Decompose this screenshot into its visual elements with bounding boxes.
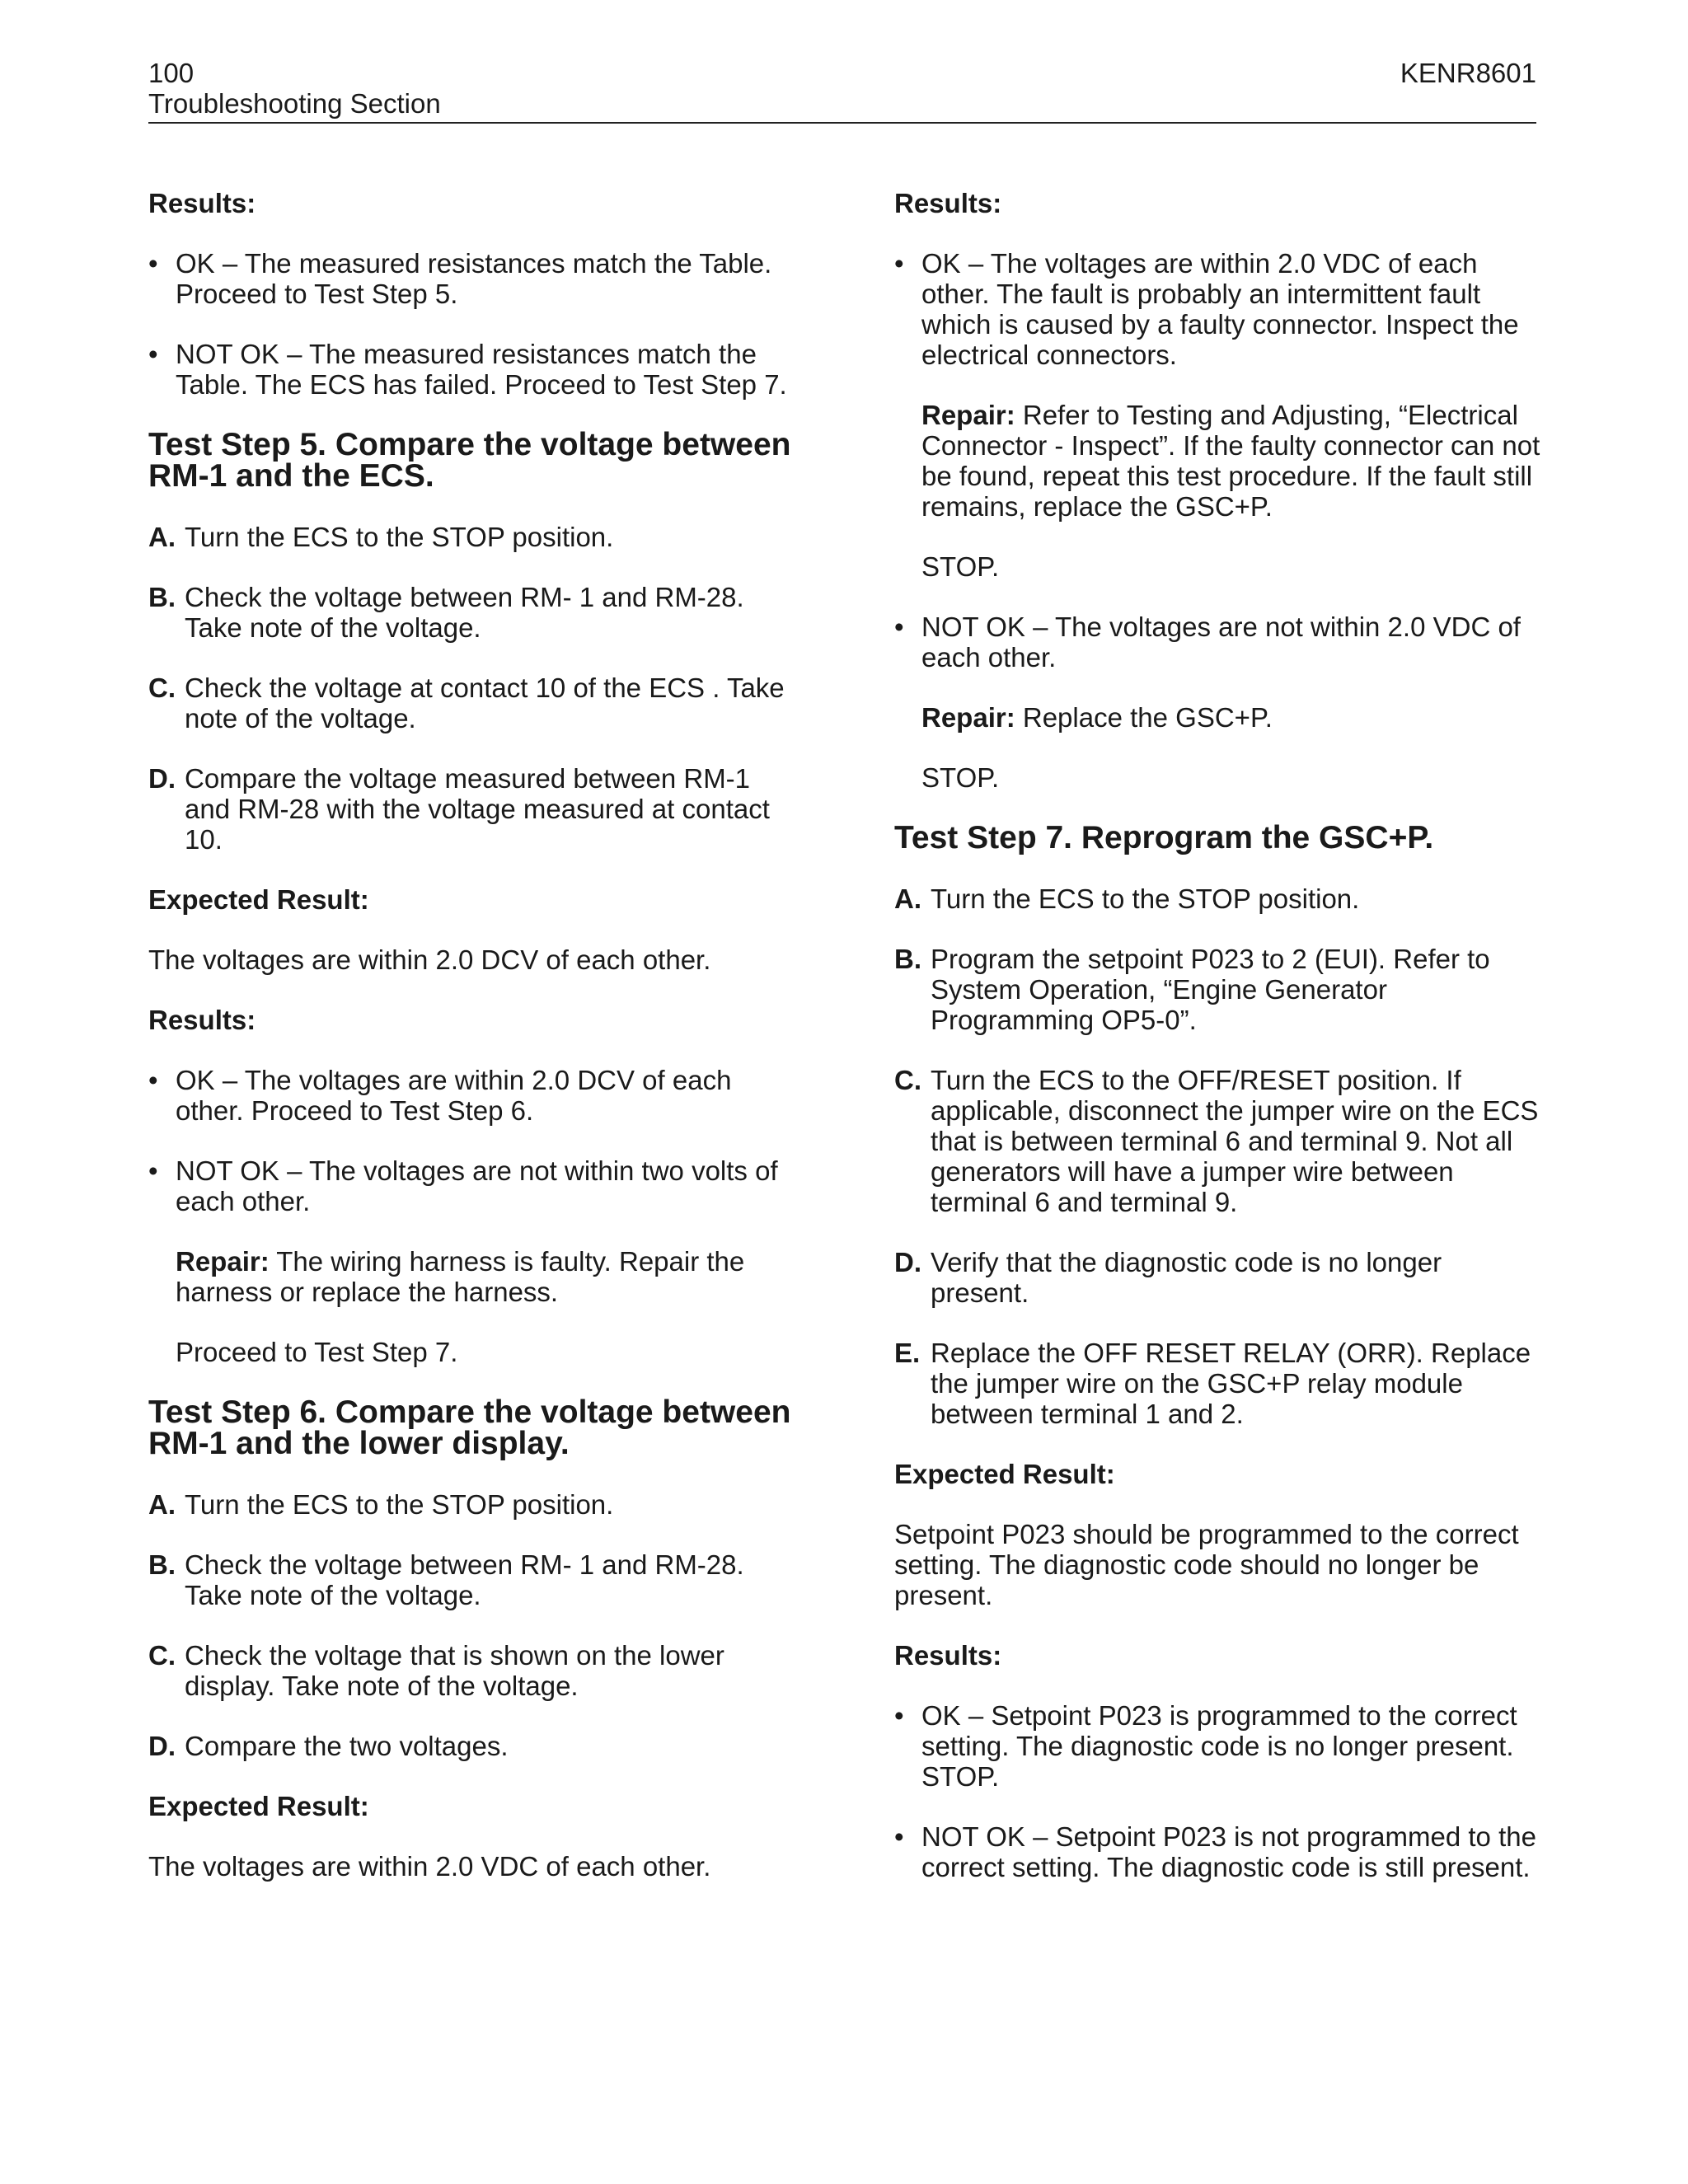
step-letter: E. (894, 1338, 921, 1368)
result-not-ok: • NOT OK – The voltages are not within 2.0 VDC of each other. (894, 612, 1545, 673)
right-column (894, 188, 1545, 1912)
left-column (148, 188, 799, 1911)
expected-label: Expected Result: (148, 1791, 369, 1821)
section-title: Troubleshooting Section (148, 88, 441, 119)
repair-note (148, 1246, 799, 1307)
step7-a (894, 883, 1545, 914)
step-text: Check the voltage between RM- 1 and RM-28. Take note of the voltage. (185, 582, 744, 643)
expected-label: Expected Result: (148, 884, 369, 915)
expected-label: Expected Result: (894, 1459, 1115, 1489)
step-text: Verify that the diagnostic code is no longer present. (931, 1247, 1442, 1308)
step-text: Turn the ECS to the STOP position. (185, 1489, 614, 1520)
step7-d (894, 1247, 1545, 1308)
step5-heading: Test Step 5. Compare the voltage between RM-1 and the ECS. (148, 427, 791, 494)
step-text: Compare the two voltages. (185, 1731, 509, 1761)
step-letter: A. (148, 522, 176, 552)
step-letter: A. (894, 883, 921, 914)
repair-text: Refer to Testing and Adjusting, “Electrical Connector - Inspect”. If the faulty connector can not be found, repeat this test procedure. If the fault still remains, replace the GSC+P. (921, 400, 1540, 522)
step-text: Check the voltage that is shown on the lower display. Take note of the voltage. (185, 1640, 724, 1701)
step5-a (148, 522, 799, 552)
repair-label: Repair: (921, 400, 1015, 430)
repair-note (894, 702, 1545, 733)
expected-text: The voltages are within 2.0 DCV of each other. (148, 944, 711, 975)
step-letter: B. (148, 582, 176, 612)
stop-note: STOP. (921, 762, 1000, 793)
stop-note: STOP. (921, 551, 1000, 582)
step7-e (894, 1338, 1545, 1429)
step-text: Compare the voltage measured between RM-1 and RM-28 with the voltage measured at contact 10. (185, 763, 770, 855)
step7-c (894, 1065, 1545, 1217)
results-label: Results: (894, 1640, 1002, 1671)
step6-a (148, 1489, 799, 1520)
results-label: Results: (148, 1005, 256, 1035)
step7-heading: Test Step 7. Reprogram the GSC+P. (894, 820, 1434, 855)
step-text: Replace the OFF RESET RELAY (ORR). Replace the jumper wire on the GSC+P relay module between terminal 1 and 2. (931, 1338, 1531, 1429)
step-letter: C. (148, 1640, 176, 1671)
step-text: Turn the ECS to the OFF/RESET position. If applicable, disconnect the jumper wire on the ECS that is between terminal 6 and terminal 9. Not all generators will have a jumper wire between terminal 6 and terminal 9. (931, 1065, 1539, 1217)
result-not-ok: • NOT OK – Setpoint P023 is not programmed to the correct setting. The diagnostic code is still present. (894, 1821, 1545, 1882)
result-not-ok: • NOT OK – The voltages are not within two volts of each other. (148, 1155, 799, 1216)
document-id: KENR8601 (1400, 58, 1536, 88)
step-letter: D. (148, 1731, 176, 1761)
step6-d (148, 1731, 799, 1761)
repair-text: Replace the GSC+P. (1015, 702, 1273, 733)
proceed-note: Proceed to Test Step 7. (176, 1337, 458, 1367)
repair-note (894, 400, 1545, 522)
result-ok: • OK – The measured resistances match the Table. Proceed to Test Step 5. (148, 248, 799, 309)
repair-label: Repair: (176, 1246, 270, 1277)
page-number: 100 (148, 58, 195, 88)
step5-b (148, 582, 799, 643)
expected-text: Setpoint P023 should be programmed to the correct setting. The diagnostic code should no longer be present. (894, 1519, 1519, 1610)
step-letter: C. (148, 673, 176, 703)
step-letter: B. (894, 944, 921, 974)
step-text: Program the setpoint P023 to 2 (EUI). Refer to System Operation, “Engine Generator Programming OP5-0”. (931, 944, 1490, 1035)
repair-text: The wiring harness is faulty. Repair the harness or replace the harness. (176, 1246, 745, 1307)
repair-label: Repair: (921, 702, 1015, 733)
step7-b (894, 944, 1545, 1035)
step-text: Turn the ECS to the STOP position. (185, 522, 614, 552)
step6-b (148, 1549, 799, 1610)
step-letter: D. (894, 1247, 921, 1277)
step-text: Check the voltage at contact 10 of the ECS . Take note of the voltage. (185, 673, 785, 733)
step-text: Check the voltage between RM- 1 and RM-28. Take note of the voltage. (185, 1549, 744, 1610)
page-header (148, 54, 1536, 124)
expected-text: The voltages are within 2.0 VDC of each other. (148, 1851, 711, 1882)
results-label: Results: (148, 188, 256, 218)
result-not-ok: • NOT OK – The measured resistances match the Table. The ECS has failed. Proceed to Test Step 7. (148, 339, 799, 400)
step-letter: C. (894, 1065, 921, 1095)
step5-c (148, 673, 799, 733)
step-text: Turn the ECS to the STOP position. (931, 883, 1360, 914)
step-letter: B. (148, 1549, 176, 1580)
results-label: Results: (894, 188, 1002, 218)
step5-d (148, 763, 799, 855)
step6-heading: Test Step 6. Compare the voltage between RM-1 and the lower display. (148, 1394, 791, 1461)
step-letter: A. (148, 1489, 176, 1520)
result-ok: • OK – The voltages are within 2.0 DCV of each other. Proceed to Test Step 6. (148, 1065, 799, 1126)
step6-c (148, 1640, 799, 1701)
step-letter: D. (148, 763, 176, 794)
result-ok: • OK – Setpoint P023 is programmed to the correct setting. The diagnostic code is no longer present. STOP. (894, 1700, 1545, 1792)
result-ok: • OK – The voltages are within 2.0 VDC of each other. The fault is probably an intermittent fault which is caused by a faulty connector. Inspect the electrical connectors. (894, 248, 1545, 370)
